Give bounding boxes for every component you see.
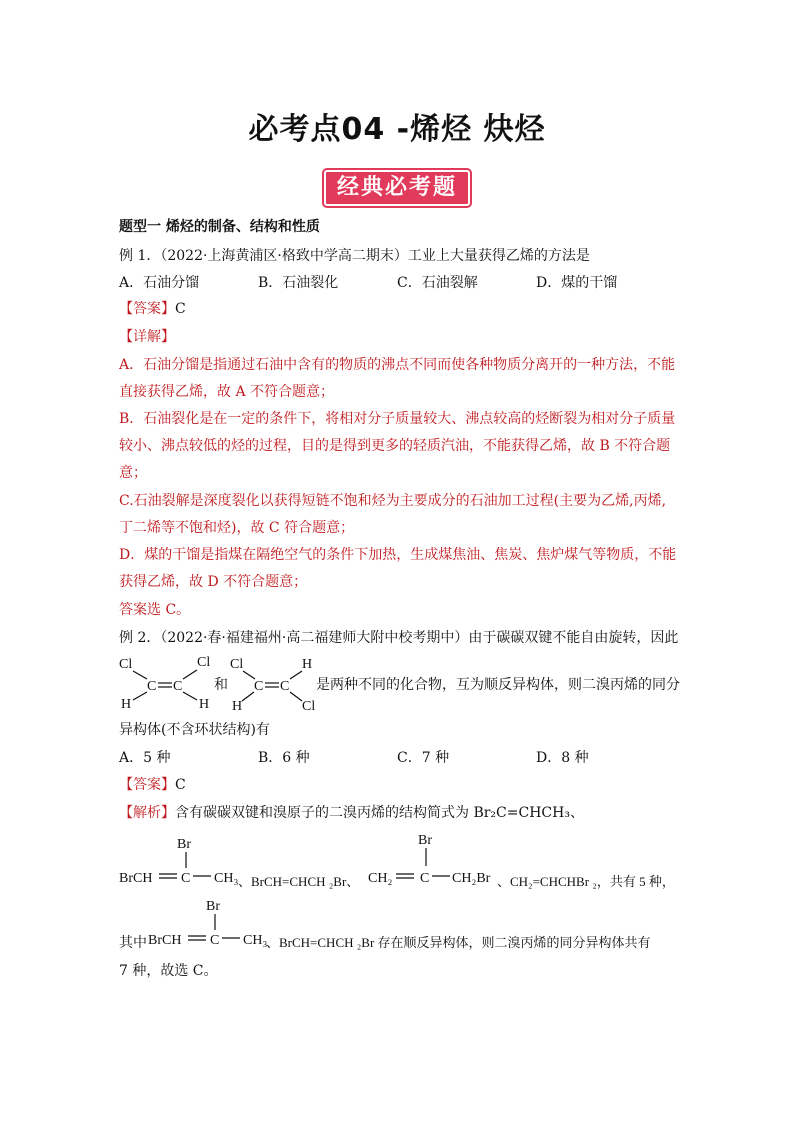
q2-conclusion: 7 种，故选 C。 [119,963,218,979]
q1-answer-tag: 【答案】 [119,301,175,317]
q1-detail-tag: 【详解】 [119,329,175,345]
q2-answer-tag: 【答案】 [119,777,175,793]
bond [290,692,302,701]
q1-explanation-line: 获得乙烯，故 D 不符合题意； [119,574,308,590]
q1-explanation-line: 直接获得乙烯，故 A 不符合题意； [119,384,335,400]
q2-answer-value: C [175,777,186,793]
atom-label: H [232,699,243,714]
bond [133,671,147,679]
atom-label: CH₂Br [452,871,491,886]
q1-option-c: C．石油裂解 [397,275,478,291]
atom-label: Cl [302,699,316,714]
atom-label: C [173,679,183,694]
q2-analysis [119,804,584,822]
atom-label: BrCH [119,871,153,886]
q2-stem-line3: 异构体(不含环状结构)有 [119,722,270,738]
atom-label: C [181,871,191,886]
bond [183,670,197,679]
q2-option-c: C．7 种 [397,750,450,766]
q1-option-a: A．石油分馏 [119,275,200,291]
atom-label: C [210,933,220,948]
q2-last-prefix: 其中 [119,935,147,951]
structure-bromo-propene-2 [368,830,503,886]
atom-label: Br [177,837,191,852]
bond [183,692,197,700]
q1-answer [119,300,186,318]
q1-explanation-line: A．石油分馏是指通过石油中含有的物质的沸点不同而使各种物质分离开的一种方法，不能 [119,357,676,373]
q1-option-b: B．石油裂化 [258,275,339,291]
bond [243,671,255,679]
q1-explanation-line: C.石油裂解是深度裂化以获得短链不饱和烃为主要成分的石油加工过程(主要为乙烯,丙烯, [119,493,667,509]
inline-formula: 、CH₂=CHCHBr ₂，共有 5 种， [497,874,675,889]
q2-option-a: A．5 种 [119,750,171,766]
atom-label: CH₃ [243,933,268,948]
atom-label: C [280,679,290,694]
q1-explanation-line: 较小、沸点较低的烃的过程，目的是得到更多的轻质汽油，不能获得乙烯，故 B 不符合题 [119,438,671,454]
q1-answer-value: C [175,301,186,317]
q1-final-answer: 答案选 C。 [119,602,191,618]
atom-label: H [121,697,132,712]
structure-bromo-propene-1 [119,834,249,890]
q1-option-d: D．煤的干馏 [536,275,618,291]
q1-explanation-line: 意； [119,465,147,481]
q2-option-d: D．8 种 [536,750,589,766]
atom-label: H [199,697,210,712]
atom-label: C [420,871,430,886]
page-title: 必考点04 -烯烃 炔烃 [248,112,546,147]
q2-option-b: B．6 种 [258,750,310,766]
q2-conjunction: 和 [214,677,228,693]
q2-answer [119,776,186,794]
trans-structure [230,656,320,714]
atom-label: H [302,657,313,672]
inline-formula: 、BrCH=CHCH ₂Br、 [238,874,360,889]
q1-explanation-line: D．煤的干馏是指煤在隔绝空气的条件下加热，生成煤焦油、焦炭、焦炉煤气等物质，不能 [119,547,677,563]
atom-label: Cl [119,657,133,672]
atom-label: BrCH [148,933,182,948]
atom-label: Br [206,899,220,914]
atom-label: C [147,679,157,694]
q2-stem-tail: 是两种不同的化合物，互为顺反异构体，则二溴丙烯的同分 [316,677,680,693]
atom-label: Br [418,833,432,848]
bond [290,671,302,679]
q1-explanation-line: B．石油裂化是在一定的条件下，将相对分子质量较大、沸点较高的烃断裂为相对分子质量 [119,411,676,427]
atom-label: CH₂ [368,871,393,886]
q1-explanation-line: 丁二烯等不饱和烃)，故 C 符合题意； [119,520,355,536]
q1-stem: 例 1．（2022·上海黄浦区·格致中学高二期末）工业上大量获得乙烯的方法是 [119,248,590,264]
inline-formula: 、BrCH=CHCH ₂Br 存在顺反异构体，则二溴丙烯的同分异构体共有 [266,935,651,950]
section-heading: 题型一 烯烃的制备、结构和性质 [119,219,320,235]
q2-analysis-tag: 【解析】 [119,805,175,821]
atom-label: Cl [197,655,211,670]
q2-analysis-text: 含有碳碳双键和溴原子的二溴丙烯的结构简式为 Br₂C=CHCH₃、 [175,805,584,821]
structure-bromo-propene-3 [148,896,278,952]
atom-label: C [254,679,264,694]
atom-label: CH₃ [214,871,239,886]
atom-label: Cl [230,657,244,672]
bond [133,692,147,700]
cis-structure [119,652,215,710]
section-banner: 经典必考题 [324,170,470,206]
bond [242,692,254,701]
q2-stem: 例 2．（2022·春·福建福州·高二福建师大附中校考期中）由于碳碳双键不能自由旋转，因此 [119,630,679,646]
